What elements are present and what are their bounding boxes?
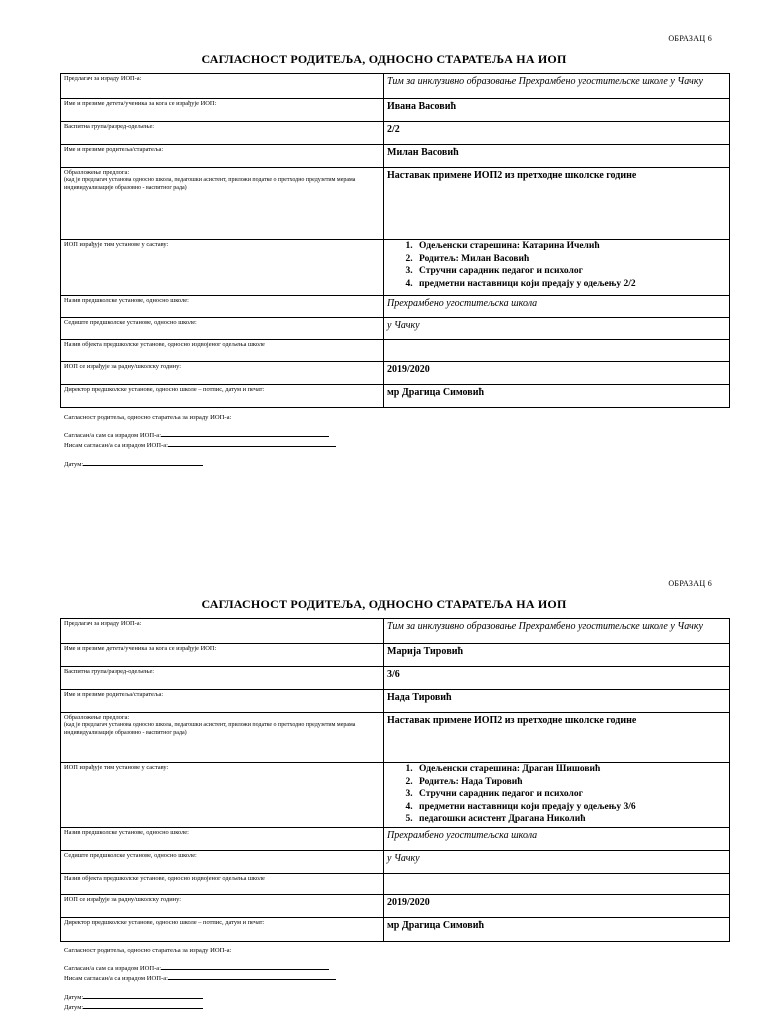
seat-label: Седиште предшколске установе, односно школе: (61, 318, 384, 340)
row-rationale (61, 168, 730, 240)
form-table (60, 73, 730, 408)
row-seat (61, 318, 730, 340)
date-label: Датум: (64, 1004, 84, 1011)
institution-value: Прехрамбено угоститељска школа (384, 296, 730, 318)
proposer-label: Предлагач за израду ИОП-а: (61, 619, 384, 644)
row-group (61, 122, 730, 145)
row-parent (61, 690, 730, 713)
seat-value: у Чачку (384, 318, 730, 340)
consent-intro: Сагласност родитеља, односно старатеља за израду ИОП-а: (64, 414, 232, 421)
institution-label: Назив предшколске установе, односно школе: (61, 296, 384, 318)
year-value: 2019/2020 (384, 894, 730, 917)
team-member: 5. педагошки асистент Драгана Николић (415, 813, 726, 826)
rationale-note: (кад је предлагач установа односно школа, педагошки асистент, приложи податке о претходно предузетим мерама индивидуализације образовно - васпитног рада) (64, 177, 356, 191)
row-director (61, 917, 730, 941)
agree-row (64, 430, 336, 440)
unit-value (384, 873, 730, 894)
row-team (61, 763, 730, 828)
consent-section (64, 947, 336, 1012)
date-row-2 (64, 1002, 336, 1012)
form-code: ОБРАЗАЦ 6 (668, 34, 712, 43)
rationale-label (61, 168, 384, 240)
team-list (387, 763, 726, 826)
form-title: САГЛАСНОСТ РОДИТЕЉА, ОДНОСНО СТАРАТЕЉА НА ИОП (201, 52, 567, 66)
row-proposer (61, 74, 730, 99)
row-seat (61, 850, 730, 873)
form-code: ОБРАЗАЦ 6 (668, 579, 712, 588)
unit-label: Назив објекта предшколске установе, односно издвојеног одељења школе (61, 873, 384, 894)
parent-label: Име и презиме родитеља/старатеља: (61, 690, 384, 713)
agree-signature-line[interactable] (161, 430, 329, 437)
consent-section (64, 414, 336, 469)
seat-label: Седиште предшколске установе, односно школе: (61, 850, 384, 873)
team-member: 2. Родитељ: Милан Васовић (415, 253, 726, 266)
team-member: 4. предметни наставници који предају у одељењу 2/2 (415, 278, 726, 291)
institution-value: Прехрамбено угоститељска школа (384, 827, 730, 850)
parent-value: Нада Тировић (384, 690, 730, 713)
year-label: ИОП се израђује за радну/школску годину: (61, 362, 384, 385)
date-row (64, 992, 336, 1002)
row-unit (61, 873, 730, 894)
director-label: Директор предшколске установе, односно школе – потпис, датум и печат: (61, 385, 384, 408)
proposer-value: Тим за инклузивно образовање Прехрамбено угоститељске школе у Чачку (384, 619, 730, 644)
rationale-title: Образложење предлога: (64, 714, 130, 721)
student-name-label: Име и презиме детета/ученика за кога се израђује ИОП: (61, 644, 384, 667)
team-member: 3. Стручни сарадник педагог и психолог (415, 788, 726, 801)
director-value: мр Драгица Симовић (384, 385, 730, 408)
form-table (60, 618, 730, 942)
date-line[interactable] (83, 992, 203, 999)
team-member: 1. Одељенски старешина: Катарина Ичелић (415, 240, 726, 253)
group-label: Васпитна група/разред-одељење: (61, 122, 384, 145)
rationale-value: Наставак примене ИОП2 из претходне школске године (384, 713, 730, 763)
date-row (64, 459, 336, 469)
agree-label: Сагласан/а сам са израдом ИОП-а: (64, 965, 162, 972)
row-parent (61, 145, 730, 168)
year-value: 2019/2020 (384, 362, 730, 385)
rationale-title: Образложење предлога: (64, 169, 130, 176)
date-line[interactable] (83, 1002, 203, 1009)
row-institution (61, 827, 730, 850)
row-year (61, 362, 730, 385)
student-name-value: Ивана Васовић (384, 99, 730, 122)
unit-label: Назив објекта предшколске установе, односно издвојеног одељења школе (61, 340, 384, 362)
student-name-value: Марија Тирoвић (384, 644, 730, 667)
unit-value (384, 340, 730, 362)
form-title: САГЛАСНОСТ РОДИТЕЉА, ОДНОСНО СТАРАТЕЉА НА ИОП (201, 597, 567, 611)
team-label: ИОП израђујe тим установе у саставу: (61, 763, 384, 828)
proposer-label: Предлагач за израду ИОП-а: (61, 74, 384, 99)
row-proposer (61, 619, 730, 644)
institution-label: Назив предшколске установе, односно школе: (61, 827, 384, 850)
row-director (61, 385, 730, 408)
proposer-value: Тим за инклузивно образовање Прехрамбено угоститељске школе у Чачку (384, 74, 730, 99)
disagree-label: Нисам сагласан/а са израдом ИОП-а: (64, 975, 168, 982)
parent-label: Име и презиме родитеља/старатеља: (61, 145, 384, 168)
agree-label: Сагласан/а сам са израдом ИОП-а: (64, 432, 162, 439)
seat-value: у Чачку (384, 850, 730, 873)
team-member: 1. Одељенски старешина: Драган Шишовић (415, 763, 726, 776)
disagree-label: Нисам сагласан/а са израдом ИОП-а: (64, 442, 168, 449)
agree-row (64, 963, 336, 973)
year-label: ИОП се израђује за радну/школску годину: (61, 894, 384, 917)
rationale-label (61, 713, 384, 763)
team-label: ИОП израђујe тим установе у саставу: (61, 240, 384, 296)
row-student (61, 99, 730, 122)
team-member: 2. Родитељ: Нада Тировић (415, 776, 726, 789)
disagree-row (64, 440, 336, 450)
director-value: мр Драгица Симовић (384, 917, 730, 941)
row-institution (61, 296, 730, 318)
team-value (384, 240, 730, 296)
disagree-row (64, 973, 336, 983)
parent-value: Милан Васовић (384, 145, 730, 168)
row-team (61, 240, 730, 296)
row-group (61, 667, 730, 690)
consent-intro: Сагласност родитеља, односно старатеља за израду ИОП-а: (64, 947, 232, 954)
rationale-value: Наставак примене ИОП2 из претходне школске године (384, 168, 730, 240)
director-label: Директор предшколске установе, односно школе – потпис, датум и печат: (61, 917, 384, 941)
team-member: 3. Стручни сарадник педагог и психолог (415, 265, 726, 278)
date-label: Датум: (64, 461, 84, 468)
team-member: 4. предметни наставници који предају у одељењу 3/6 (415, 801, 726, 814)
date-label: Датум: (64, 994, 84, 1001)
student-name-label: Име и презиме детета/ученика за кога се израђује ИОП: (61, 99, 384, 122)
row-rationale (61, 713, 730, 763)
row-unit (61, 340, 730, 362)
group-value: 2/2 (384, 122, 730, 145)
team-list (387, 240, 726, 290)
row-student (61, 644, 730, 667)
group-label: Васпитна група/разред-одељење: (61, 667, 384, 690)
row-year (61, 894, 730, 917)
date-line[interactable] (83, 459, 203, 466)
group-value: 3/6 (384, 667, 730, 690)
team-value (384, 763, 730, 828)
rationale-note: (кад је предлагач установа односно школа, педагошки асистент, приложи податке о претходно предузетим мерама индивидуализације образовно - васпитног рада) (64, 722, 356, 736)
disagree-signature-line[interactable] (168, 440, 336, 447)
agree-signature-line[interactable] (161, 963, 329, 970)
disagree-signature-line[interactable] (168, 973, 336, 980)
